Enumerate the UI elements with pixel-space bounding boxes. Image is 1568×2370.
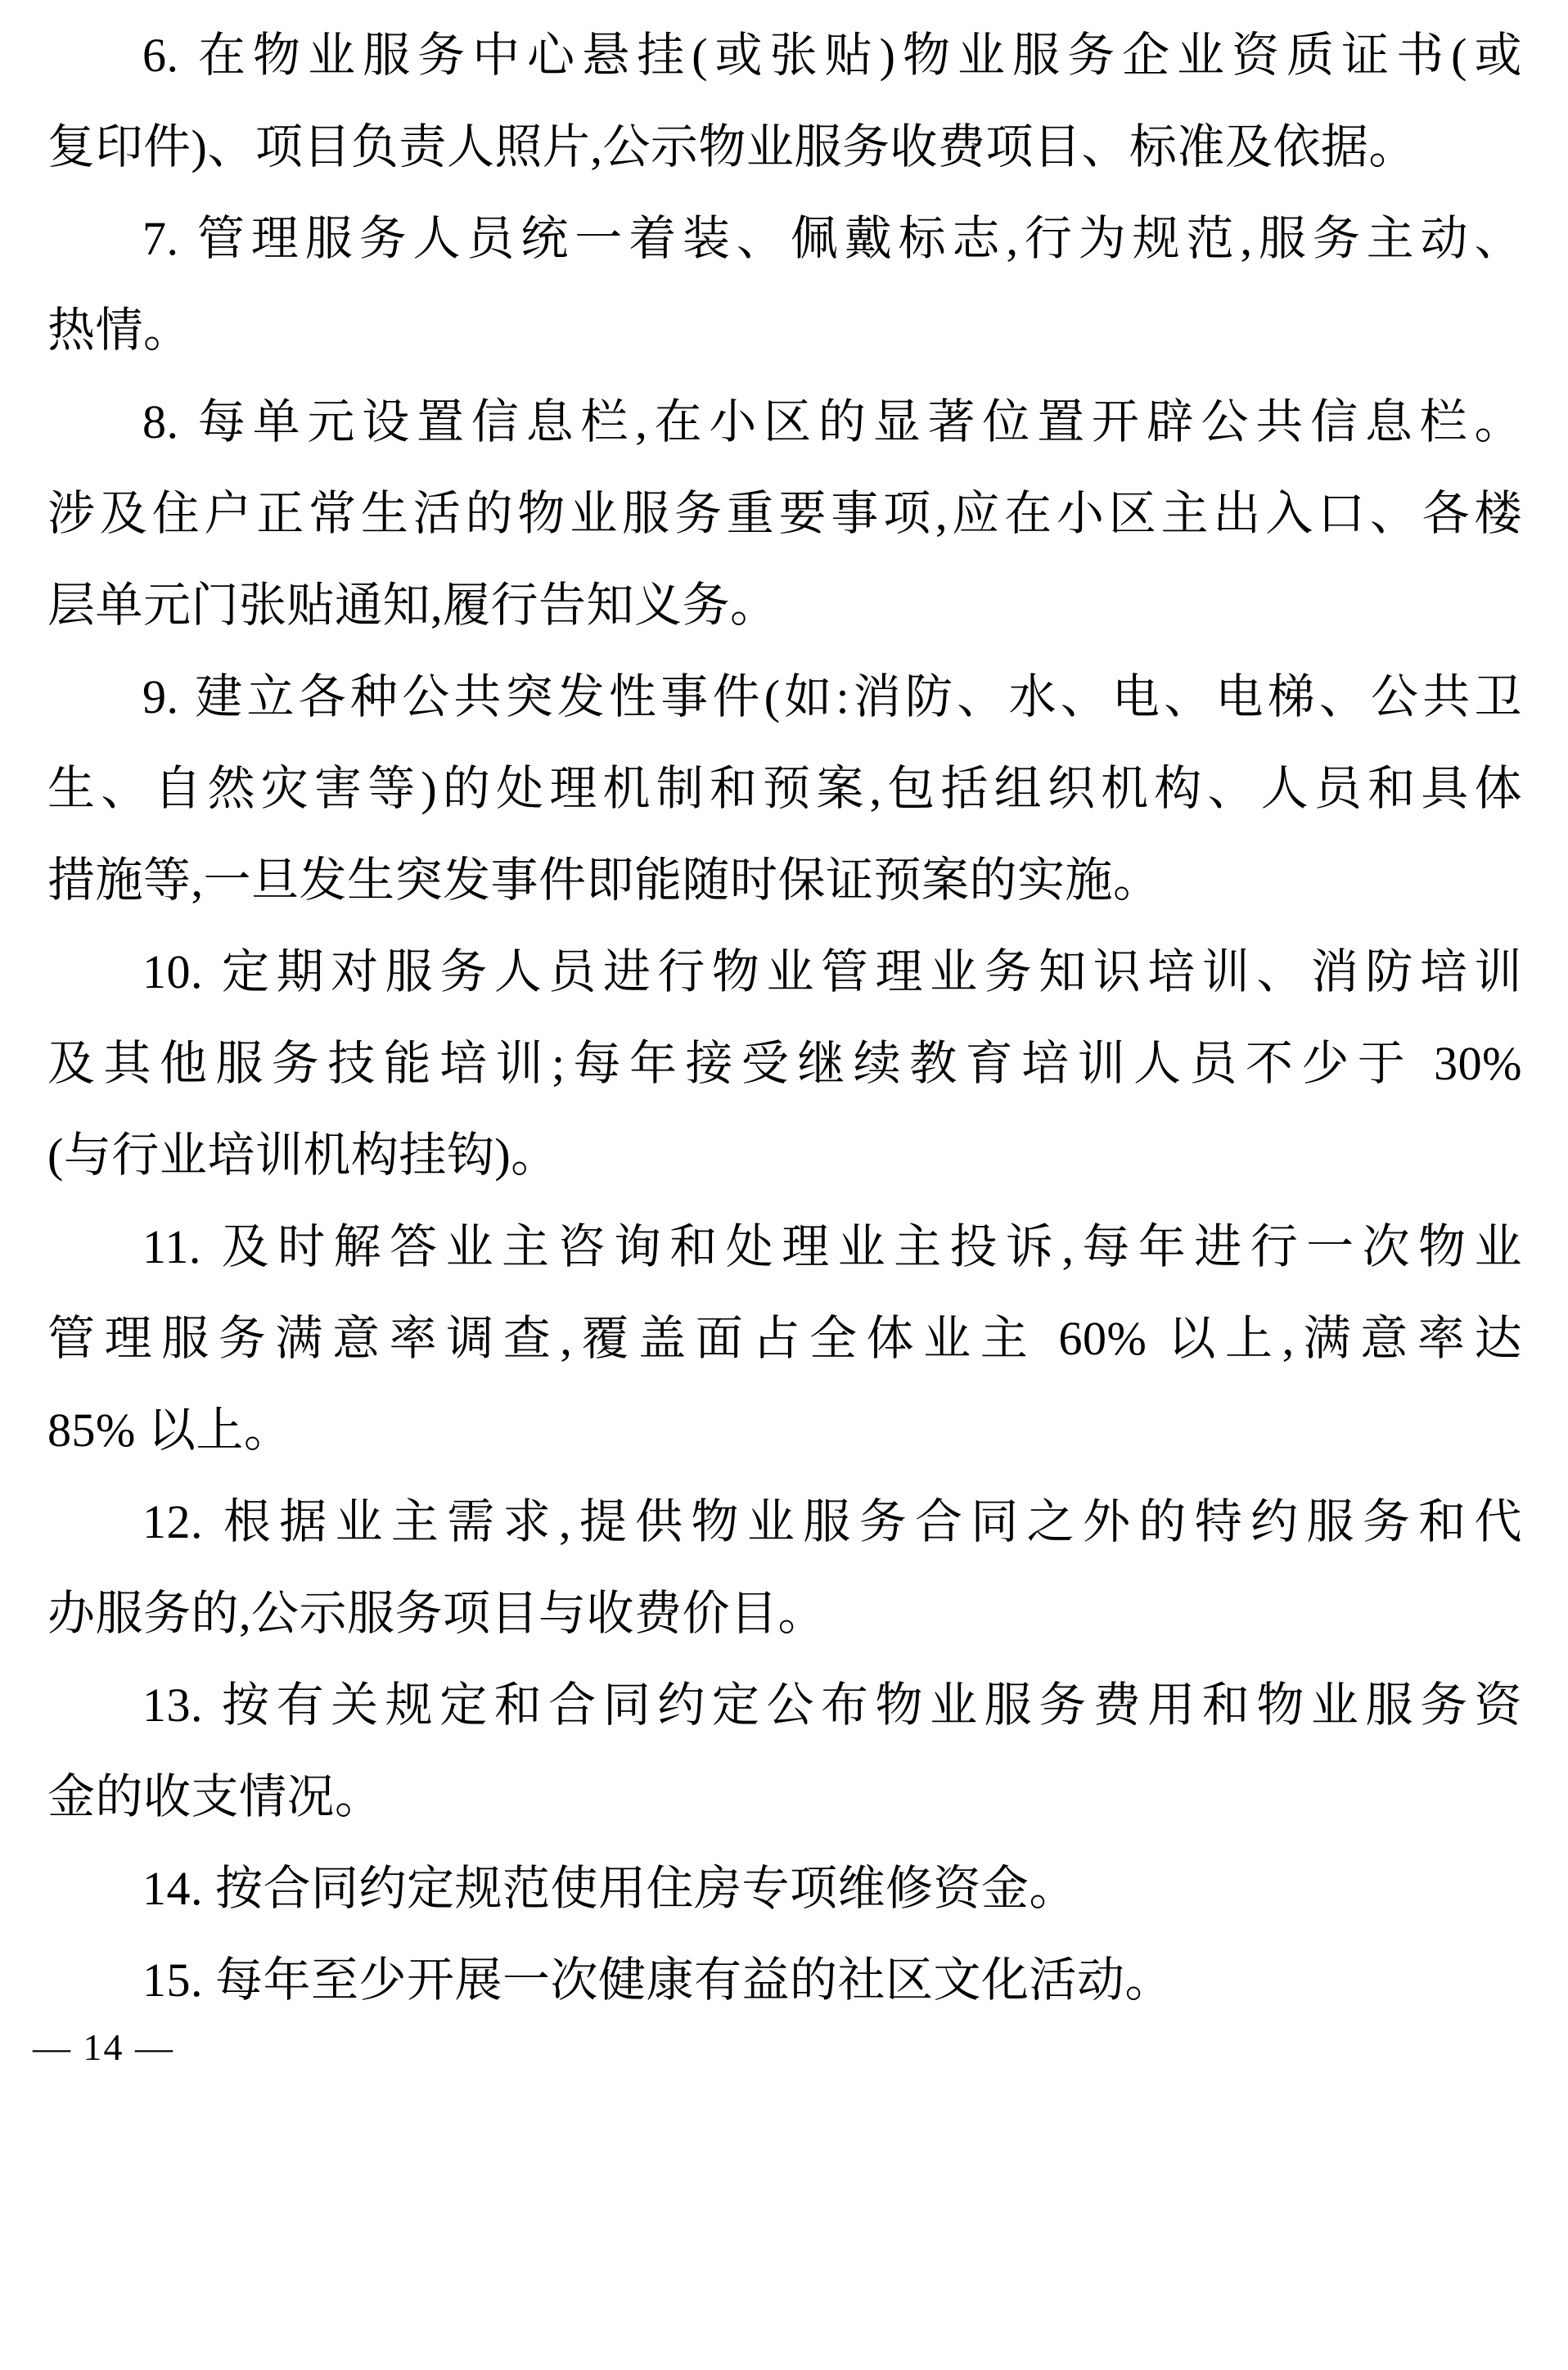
paragraph-12-line-2: 办服务的,公示服务项目与收费价目。 <box>47 1587 827 1640</box>
paragraph-9-line-1: 9. 建立各种公共突发性事件(如:消防、水、电、电梯、公共卫 <box>142 670 1522 723</box>
paragraph-10-line-2: 及其他服务技能培训;每年接受继续教育培训人员不少于 30% <box>47 1037 1522 1090</box>
paragraph-11-line-2: 管理服务满意率调查,覆盖面占全体业主 60% 以上,满意率达 <box>47 1312 1522 1365</box>
paragraph-11-line-1: 11. 及时解答业主咨询和处理业主投诉,每年进行一次物业 <box>142 1220 1522 1273</box>
paragraph-8-line-1: 8. 每单元设置信息栏,在小区的显著位置开辟公共信息栏。 <box>142 395 1522 448</box>
paragraph-9-line-3: 措施等,一旦发生突发事件即能随时保证预案的实施。 <box>47 854 1161 907</box>
paragraph-11-line-3: 85% 以上。 <box>47 1404 292 1457</box>
paragraph-10-line-3: (与行业培训机构挂钩)。 <box>47 1129 559 1182</box>
paragraph-6-line-2: 复印件)、项目负责人照片,公示物业服务收费项目、标准及依据。 <box>47 120 1417 173</box>
document-text <box>47 10 1522 2026</box>
paragraph-8-line-3: 层单元门张贴通知,履行告知义务。 <box>47 579 778 632</box>
paragraph-6-line-1: 6. 在物业服务中心悬挂(或张贴)物业服务企业资质证书(或 <box>142 29 1522 82</box>
paragraph-7-line-2: 热情。 <box>47 304 191 357</box>
paragraph-9-line-2: 生、自然灾害等)的处理机制和预案,包括组织机构、人员和具体 <box>47 762 1522 815</box>
paragraph-10-line-1: 10. 定期对服务人员进行物业管理业务知识培训、消防培训 <box>142 945 1522 998</box>
page-number: — 14 — <box>33 2026 174 2068</box>
paragraph-13-line-2: 金的收支情况。 <box>47 1770 383 1823</box>
paragraph-15-line-1: 15. 每年至少开展一次健康有益的社区文化活动。 <box>142 1953 1174 2007</box>
paragraph-12-line-1: 12. 根据业主需求,提供物业服务合同之外的特约服务和代 <box>142 1495 1522 1548</box>
paragraph-13-line-1: 13. 按有关规定和合同约定公布物业服务费用和物业服务资 <box>142 1678 1522 1732</box>
paragraph-7-line-1: 7. 管理服务人员统一着装、佩戴标志,行为规范,服务主动、 <box>142 212 1522 265</box>
paragraph-8-line-2: 涉及住户正常生活的物业服务重要事项,应在小区主出入口、各楼 <box>47 487 1522 540</box>
paragraph-14-line-1: 14. 按合同约定规范使用住房专项维修资金。 <box>142 1862 1078 1915</box>
